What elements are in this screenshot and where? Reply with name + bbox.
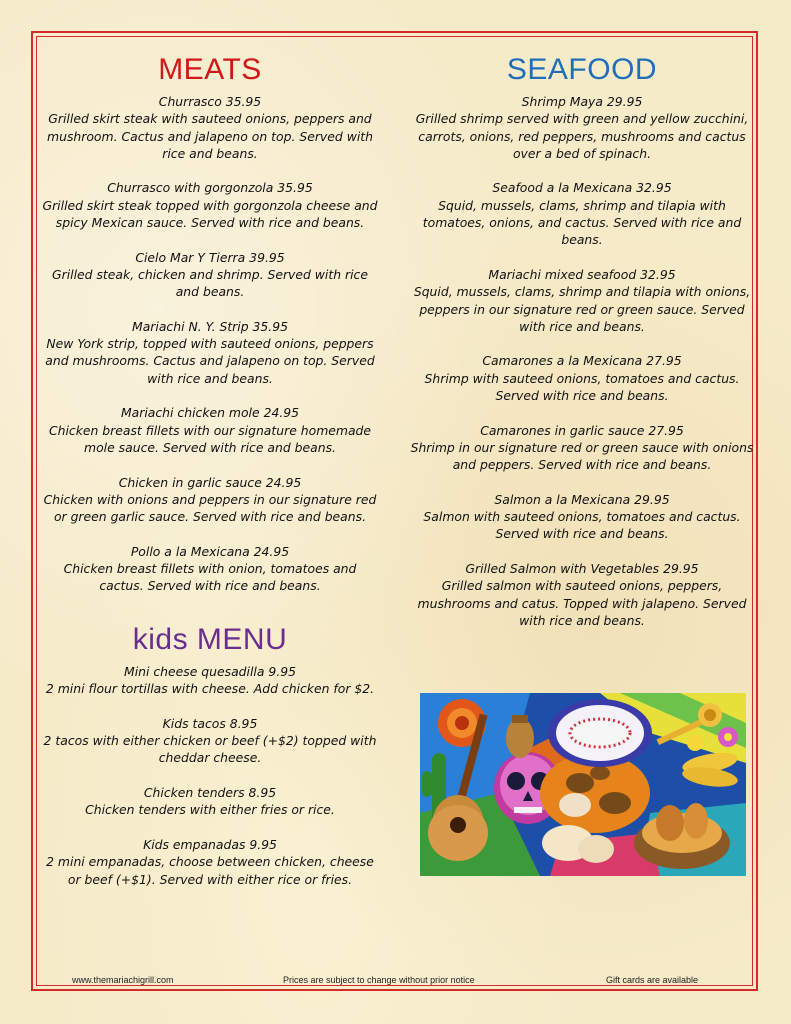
decorated-plate-icon bbox=[548, 699, 652, 767]
item-name: Mini cheese quesadilla 9.95 bbox=[124, 664, 296, 679]
item-description: Chicken breast fillets with onion, tomatoes and cactus. Served with rice and beans. bbox=[63, 561, 357, 594]
item-description: 2 mini flour tortillas with cheese. Add chicken for $2. bbox=[45, 681, 375, 697]
item-name: Seafood a la Mexicana 32.95 bbox=[492, 180, 672, 196]
menu-item bbox=[40, 784, 380, 819]
item-name: Churrasco with gorgonzola 35.95 bbox=[107, 180, 313, 196]
item-name: Mariachi mixed seafood 32.95 bbox=[488, 266, 676, 282]
item-description: Chicken breast fillets with our signature homemade mole sauce. Served with rice and beans. bbox=[48, 422, 372, 455]
item-description: Salmon with sauteed onions, tomatoes and cactus. Served with rice and beans. bbox=[423, 509, 741, 542]
item-description: Chicken with onions and peppers in our signature red or green garlic sauce. Served with rice and beans. bbox=[43, 491, 377, 525]
kids-menu-heading: kids MENU bbox=[132, 623, 288, 656]
seafood-heading: SEAFOOD bbox=[506, 53, 658, 86]
menu-item bbox=[410, 93, 754, 162]
item-name: Camarones a la Mexicana 27.95 bbox=[482, 353, 682, 369]
kids-menu-section bbox=[40, 622, 380, 905]
item-name: Mariachi N. Y. Strip 35.95 bbox=[132, 318, 288, 334]
menu-item bbox=[40, 663, 380, 698]
item-name: Grilled Salmon with Vegetables 29.95 bbox=[465, 561, 699, 577]
menu-item bbox=[410, 179, 754, 248]
menu-item bbox=[40, 179, 380, 231]
item-description: Squid, mussels, clams, shrimp and tilapia with tomatoes, onions, and cactus. Served with rice and beans. bbox=[422, 197, 742, 248]
menu-item bbox=[410, 491, 754, 543]
item-description: Squid, mussels, clams, shrimp and tilapia with onions, peppers in our signature red or green sauce. Served with rice and beans. bbox=[413, 284, 751, 334]
gift-card-notice: Gift cards are available bbox=[606, 975, 699, 985]
item-name: Salmon a la Mexicana 29.95 bbox=[494, 491, 670, 507]
item-description: New York strip, topped with sauteed onions, peppers and mushrooms. Cactus and jalapeno on top. Served with rice and beans. bbox=[45, 336, 375, 386]
item-name: Pollo a la Mexicana 24.95 bbox=[130, 543, 290, 559]
item-name: Cielo Mar Y Tierra 39.95 bbox=[135, 249, 285, 265]
item-name: Kids empanadas 9.95 bbox=[143, 836, 277, 852]
menu-item bbox=[40, 543, 380, 595]
item-name: Mariachi chicken mole 24.95 bbox=[120, 405, 300, 421]
item-description: Grilled skirt steak with sauteed onions, peppers and mushroom. Cactus and jalapeno on top. Served with rice and beans. bbox=[47, 111, 373, 161]
seafood-section bbox=[410, 52, 754, 647]
menu-item bbox=[410, 266, 754, 335]
item-description: Grilled salmon with sauteed onions, peppers, mushrooms and catus. Topped with jalapeno. Served with rice and beans. bbox=[417, 578, 747, 628]
item-description: 2 mini empanadas, choose between chicken, cheese or beef (+$1). Served with either rice or fries. bbox=[46, 854, 374, 887]
meats-heading: MEATS bbox=[158, 53, 262, 86]
meats-section bbox=[40, 52, 380, 612]
item-description: Chicken tenders with either fries or rice. bbox=[85, 802, 335, 818]
item-name: Shrimp Maya 29.95 bbox=[521, 94, 643, 109]
item-name: Camarones in garlic sauce 27.95 bbox=[480, 422, 684, 438]
item-name: Chicken tenders 8.95 bbox=[143, 785, 277, 801]
menu-item bbox=[40, 474, 380, 526]
item-description: Shrimp with sauteed onions, tomatoes and cactus. Served with rice and beans. bbox=[424, 370, 740, 404]
mexican-folk-art-illustration bbox=[420, 693, 746, 876]
menu-item bbox=[40, 404, 380, 456]
menu-item bbox=[40, 93, 380, 162]
menu-item bbox=[40, 249, 380, 301]
item-description: Grilled steak, chicken and shrimp. Served with rice and beans. bbox=[52, 266, 368, 300]
menu-item bbox=[410, 560, 754, 629]
item-description: 2 tacos with either chicken or beef (+$2) topped with cheddar cheese. bbox=[43, 733, 377, 766]
item-description: Grilled shrimp served with green and yellow zucchini, carrots, onions, red peppers, mushrooms and cactus over a bed of spinach. bbox=[415, 111, 749, 161]
website-link[interactable]: www.themariachigrill.com bbox=[72, 975, 174, 985]
menu-item bbox=[410, 352, 754, 404]
item-name: Chicken in garlic sauce 24.95 bbox=[118, 474, 302, 490]
menu-item bbox=[40, 318, 380, 387]
item-description: Grilled skirt steak topped with gorgonzola cheese and spicy Mexican sauce. Served with rice and beans. bbox=[42, 197, 378, 231]
item-name: Churrasco 35.95 bbox=[158, 94, 262, 109]
menu-item bbox=[40, 836, 380, 888]
menu-item bbox=[410, 422, 754, 474]
price-notice: Prices are subject to change without prior notice bbox=[283, 975, 475, 985]
menu-item bbox=[40, 715, 380, 767]
item-name: Kids tacos 8.95 bbox=[162, 715, 258, 731]
item-description: Shrimp in our signature red or green sauce with onions and peppers. Served with rice and beans. bbox=[410, 439, 754, 473]
